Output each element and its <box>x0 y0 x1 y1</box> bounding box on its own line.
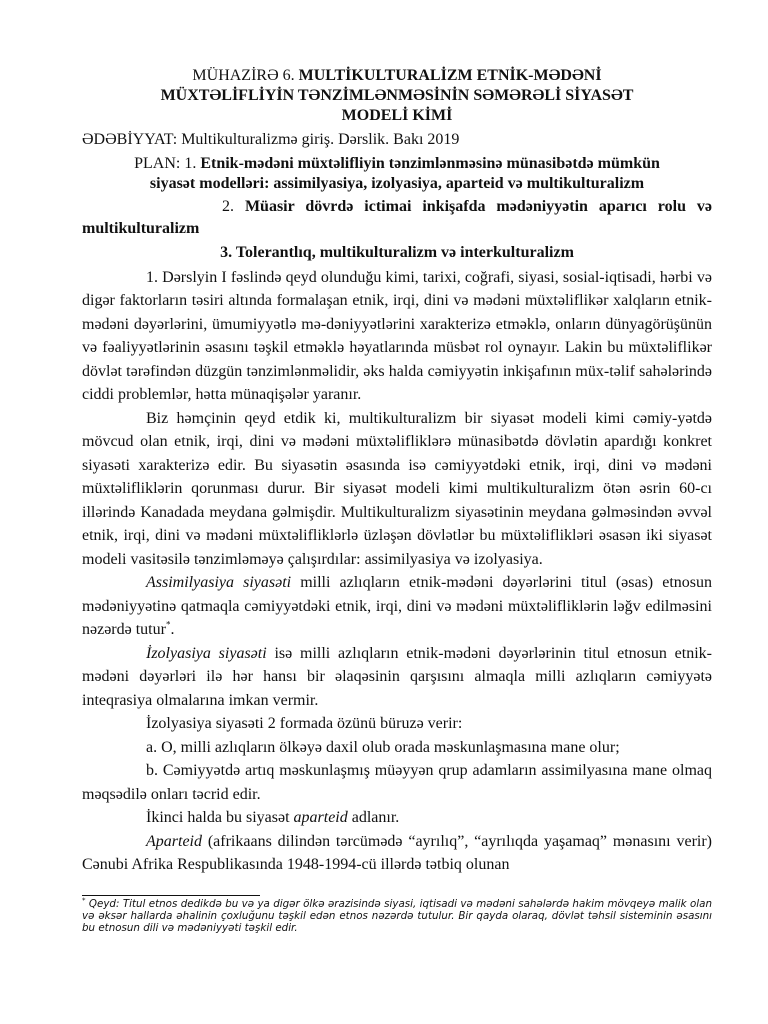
assimilation-term: Assimilyasiya siyasəti <box>146 574 292 591</box>
plan-item-1-line-2: siyasət modelləri: assimilyasiya, izolyasiya, aparteid və multikulturalizm <box>149 174 645 192</box>
list-item-b: b. Cəmiyyətdə artıq məskunlaşmış müəyyən qrup adamların assimilyasına mane olmaq məqsədilə onları təcrid edir. <box>82 762 712 803</box>
aparteid-text: (afrikaans dilindən tərcümədə “ayrılıq”, “ayrılıqda yaşamaq” mənasını verir) Cənubi Afrika Respublikasında 1948-1994-cü illərdə tətbiq olunan <box>82 832 712 873</box>
plan-item-3 <box>82 242 712 264</box>
literature-reference: ƏDƏBİYYAT: Multikulturalizmə giriş. Dərslik. Bakı 2019 <box>82 131 460 148</box>
plan-item-3-text: 3. Tolerantlıq, multikulturalizm və interkulturalizm <box>220 243 574 261</box>
document-page <box>82 66 712 877</box>
title-line-2: MÜXTƏLİFLİYİN TƏNZİMLƏNMƏSİNİN SƏMƏRƏLİ SİYASƏT <box>160 87 634 104</box>
footnote-label: Qeyd: <box>88 898 120 910</box>
aparteid-intro-text: İkinci halda bu siyasət <box>146 809 294 826</box>
isolation-text: isə milli azlıqların etnik-mədəni dəyərlərinin titul etnosun etnik-mədəni dəyərləri ilə hər hansı bir əlaqəsinin qarşısını almaqla milli azlıqların cəmiyyətə inteqrasiya olmalarına imkan vermir. <box>82 644 713 709</box>
footnote-divider <box>82 895 260 896</box>
footnote-text: Titul etnos dedikdə bu və ya digər ölkə ərazisində siyasi, iqtisadi və mədəni sahələrdə hakim mövqeyə malik olan və əksər hallarda əhalinin çoxluğunu təşkil edən etnos nəzərdə tutulur. Bir qayda olaraq, dövlət təhsil sisteminin əsasını bu etnosun dili və mədəniyyəti təşkil edir. <box>82 898 712 934</box>
title-text-1: MULTİKULTURALİZM ETNİK-MƏDƏNİ <box>298 67 602 84</box>
paragraph-aparteid-intro <box>82 806 712 830</box>
paragraph-1: 1. Dərslyin I fəslində qeyd olunduğu kimi, tarixi, coğrafi, siyasi, sosial-iqtisadi, hərbi və digər faktorların təsiri altında formalaşan etnik, irqi, dini və mədəni müxtəliflikər xalqların etnik-mədəni dəyərlərini, ümumiyyətlə mə-dəniyyətlərini xarakterizə etməklə, onların dünyagörüşünün və fəaliyyətlərinin əsasını təşkil etməklə həyatlarında müsbət rol oynayır. Lakin bu müxtəliflikər dövlət tərəfindən düzgün tənzimlənməlidir, əks halda cəmiyyətin inkişafının müx-təlif sahələrində ciddi problemlər, hətta münaqişələr yaranır. <box>82 268 712 403</box>
aparteid-term: Aparteid <box>146 832 202 850</box>
footnote <box>82 896 712 934</box>
assimilation-text: milli azlıqların etnik-mədəni dəyərlərini titul (əsas) etnosun mədəniyyətinə qatmaqla cəmiyyətdəki etnik, irqi, dini və mədəni müxtəlifliklərin ləğv edilməsini nəzərdə tutur <box>82 574 713 638</box>
paragraph-assimilation <box>82 571 712 642</box>
paragraph-isolation <box>82 642 712 713</box>
plan-label: PLAN: 1. <box>134 154 197 172</box>
plan-item-1 <box>82 154 712 194</box>
plan-item-1-line-1: Etnik-mədəni müxtəlifliyin tənzimlənməsinə münasibətdə mümkün <box>200 154 660 172</box>
isolation-term: İzolyasiya siyasəti <box>146 644 267 662</box>
title-line-1 <box>82 66 712 86</box>
footnote-mark: * <box>82 896 86 905</box>
aparteid-intro-end: adlanır. <box>347 809 400 826</box>
lecture-number: MÜHAZİRƏ 6. <box>192 67 295 84</box>
plan-item-2-text: Müasir dövrdə ictimai inkişafda mədəniyyətin aparıcı rolu və multikulturalizm <box>82 197 713 237</box>
paragraph-2: Biz həmçinin qeyd etdik ki, multikulturalizm bir siyasət modeli kimi cəmiy-yətdə mövcud olan etnik, irqi, dini və mədəni müxtəlifliklərə münasibətdə dövlətin apardığı konkret siyasəti xarakterizə edir. Bu siyasətin əsasında isə cəmiyyətdəki etnik, irqi, dini və mədəni müxtəlifliklərin qorunması durur. Bir siyasət modeli kimi multikulturalizm ötən əsrin 60-cı illərində Kanadada meydana gəlmişdir. Multikulturalizm siyasətinin meydana gəlməsindən əvvəl etnik, irqi, dini və mədəni müxtəlifliklərlə üzləşən dövlətlər bu müxtəliflikləri əsasən iki siyasət modeli vasitəsilə tənzimləməyə çalışırdılar: assimilyasiya və izolyasiya. <box>82 409 712 568</box>
footnote-reference[interactable]: * <box>165 619 171 630</box>
paragraph-isolation-forms: İzolyasiya siyasəti 2 formada özünü büruzə verir: <box>146 715 463 732</box>
aparteid-term-inline: aparteid <box>293 809 348 826</box>
assimilation-end: . <box>170 621 175 638</box>
paragraph-aparteid <box>82 830 712 877</box>
list-item-a: a. O, milli azlıqların ölkəyə daxil olub orada məskunlaşmasına mane olur; <box>146 738 620 756</box>
plan-item-2-number: 2. <box>222 197 234 215</box>
lecture-title <box>82 66 712 126</box>
title-line-3: MODELİ KİMİ <box>341 107 453 124</box>
plan-item-2 <box>82 196 712 240</box>
